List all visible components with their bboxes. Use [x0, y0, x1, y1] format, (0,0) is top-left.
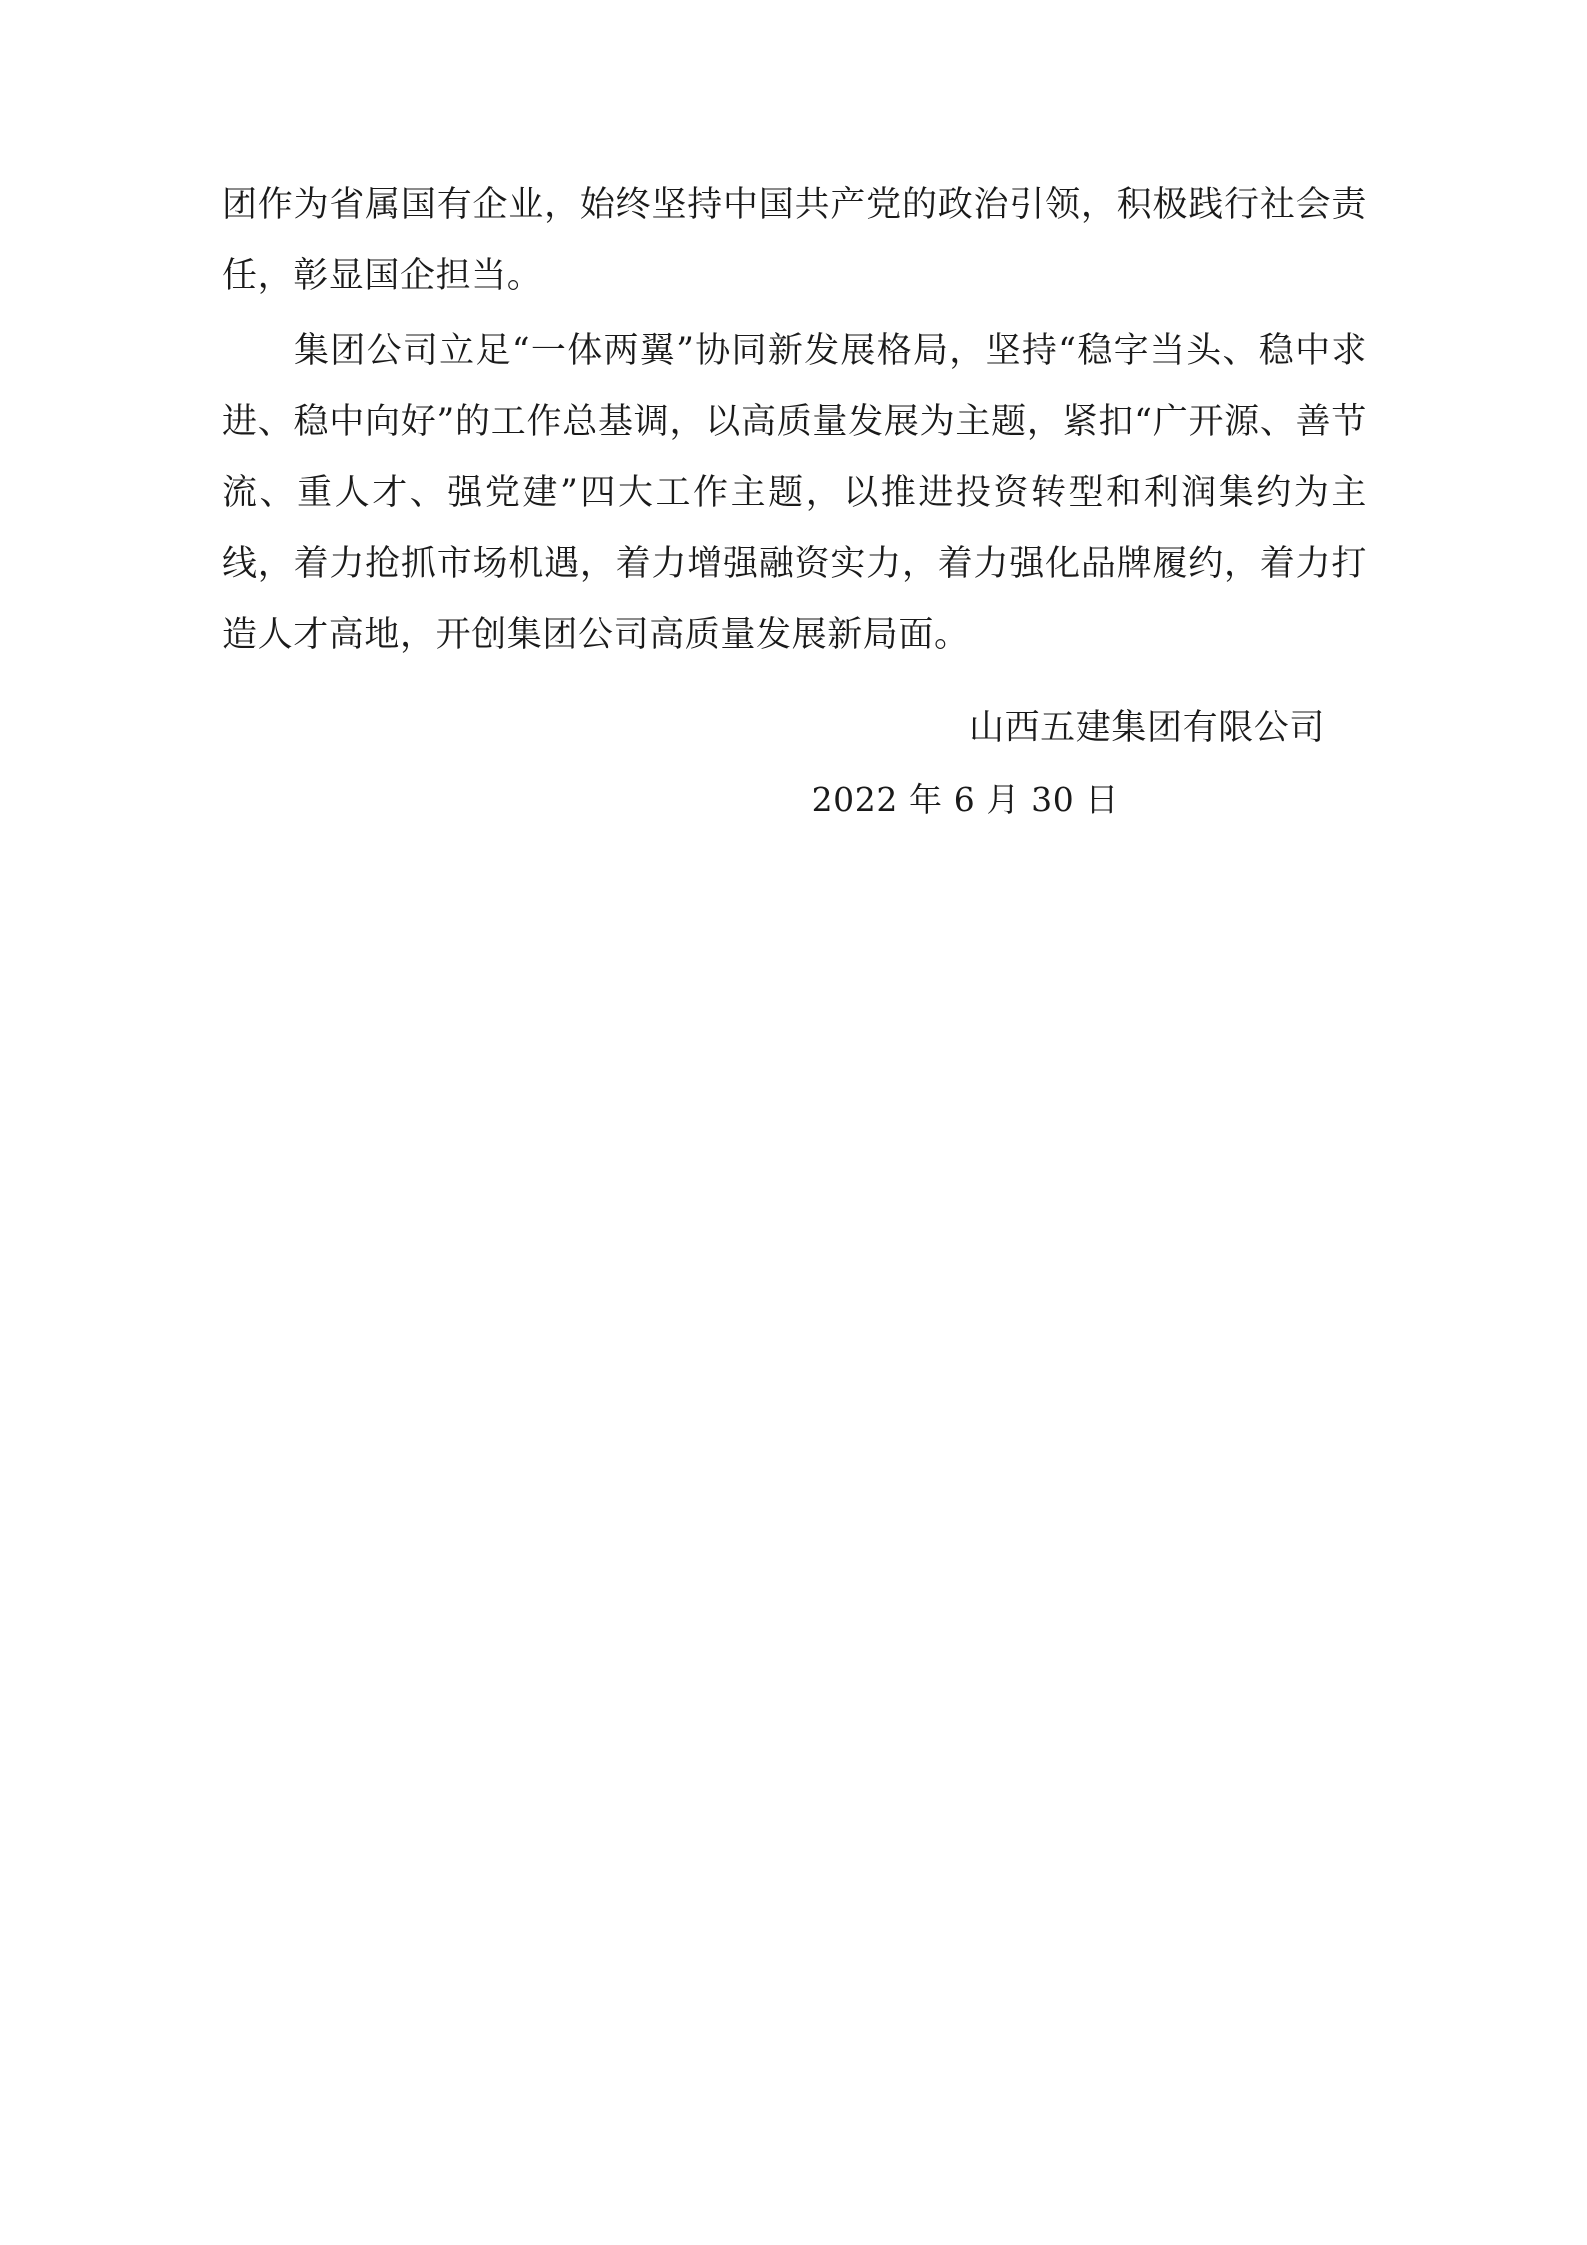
paragraph-2: 集团公司立足“一体两翼”协同新发展格局，坚持“稳字当头、稳中求进、稳中向好”的工作总基调，以高质量发展为主题，紧扣“广开源、善节流、重人才、强党建”四大工作主题，以推进投资转型和利润集约为主线，着力抢抓市场机遇，着力增强融资实力，着力强化品牌履约，着力打造人才高地，开创集团公司高质量发展新局面。 — [222, 331, 1367, 655]
signature-organization: 山西五建集团有限公司 — [968, 708, 1325, 748]
signature-date: 2022 年 6 月 30 日 — [811, 780, 1119, 819]
document-body — [222, 170, 1367, 835]
paragraph-1: 团作为省属国有企业，始终坚持中国共产党的政治引领，积极践行社会责任，彰显国企担当。 — [222, 185, 1367, 296]
signature-block — [222, 693, 1367, 835]
